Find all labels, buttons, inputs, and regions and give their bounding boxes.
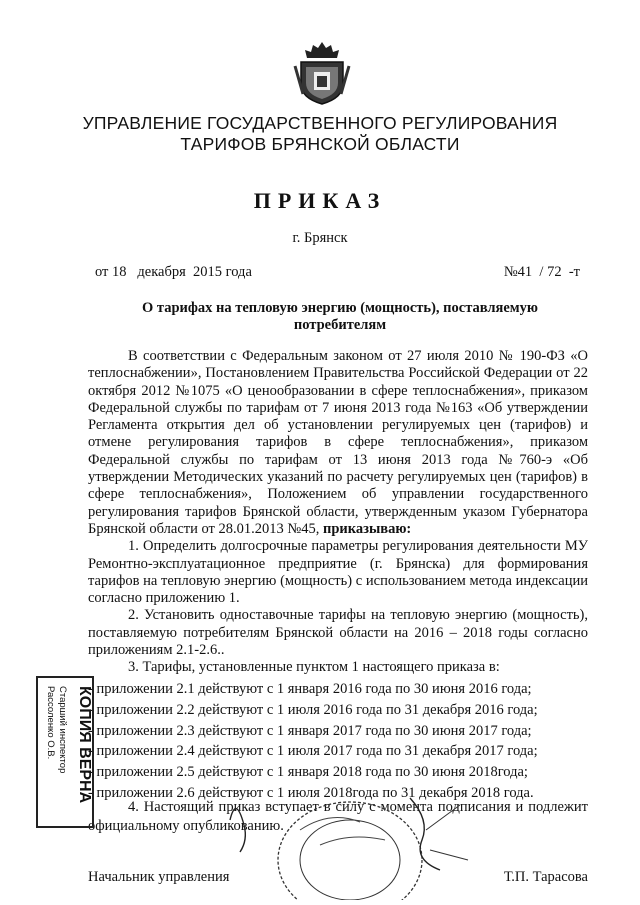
- item-1: 1. Определить долгосрочные параметры регулирования деятельности МУ Ремонтно-эксплуатационное предприятие (г. Брянска) для формирования тарифов на тепловую энергию (мощность) с использованием метода индексации согласно приложению 1.: [88, 538, 588, 607]
- item-2: 2. Установить одноставочные тарифы на тепловую энергию (мощность), поставляемую потребителям Брянской области на 2016 – 2018 годы согласно приложениям 2.1-2.6..: [88, 607, 588, 659]
- item-3: 3. Тарифы, установленные пунктом 1 настоящего приказа в:: [128, 659, 500, 676]
- period-item: - приложении 2.4 действуют с 1 июля 2017 года по 31 декабря 2017 года;: [88, 743, 538, 760]
- coat-of-arms-icon: [293, 40, 351, 106]
- tariff-periods-list: [88, 679, 588, 804]
- document-title: ПРИКАЗ: [253, 188, 387, 213]
- copy-verified-stamp: [36, 676, 94, 828]
- period-item: - приложении 2.2 действуют с 1 июля 2016 года по 31 декабря 2016 года;: [88, 701, 538, 718]
- order-body: [88, 348, 588, 677]
- item-4: 4. Настоящий приказ вступает в силу с момента подписания и подлежит официальному опубликованию.: [88, 799, 588, 834]
- stamp-copy-main: КОПИЯ ВЕРНА: [76, 686, 93, 804]
- period-item: - приложении 2.5 действуют с 1 января 2018 года по 30 июня 2018года;: [88, 764, 528, 781]
- order-subject: О тарифах на тепловую энергию (мощность), поставляемую потребителям: [141, 300, 539, 333]
- signatory-name: Т.П. Тарасова: [503, 869, 588, 885]
- period-item: - приложении 2.3 действуют с 1 января 2017 года по 30 июня 2017 года;: [88, 722, 532, 739]
- organization-name-line1: УПРАВЛЕНИЕ ГОСУДАРСТВЕННОГО РЕГУЛИРОВАНИЯ: [82, 113, 558, 133]
- period-item: - приложении 2.1 действуют с 1 января 2016 года по 30 июня 2016 года;: [88, 681, 532, 697]
- order-number: №41 / 72 -т: [503, 264, 580, 280]
- order-date: от 18 декабря 2015 года: [95, 264, 252, 280]
- preamble: [88, 348, 588, 538]
- signatory-role: Начальник управления: [88, 869, 230, 885]
- preamble-text: В соответствии с Федеральным законом от 27 июля 2010 № 190-ФЗ «О теплоснабжении», Постановлением Правительства Российской Федерации от 22 октября 2012 №1075 «О ценообразовании в сфере теплоснабжения», приказом Федеральной службы по тарифам от 7 июня 2013 года №163 «Об утверждении Регламента открытия дел об установлении регулируемых цен (тарифов) и отмене регулирования тарифов в сфере теплоснабжения», приказом Федеральной службы по тарифам от 13 июня 2013 года №760-э «Об утверждении Методических указаний по расчету регулируемых цен (тарифов) в сфере теплоснабжения», Положением об управлении государственного регулирования тарифов Брянской области, утвержденным указом Губернатора Брянской области от 28.01.2013 №45,: [88, 348, 588, 537]
- period-item: - приложении 2.6 действуют с 1 июля 2018года по 31 декабря 2018 года.: [88, 784, 534, 801]
- stamp-copy-person: Рассоленко О.В.: [45, 686, 56, 760]
- stamp-copy-role: Старший инспектор: [57, 686, 68, 774]
- city: г. Брянск: [292, 230, 348, 246]
- official-seal-stamp: [200, 790, 490, 900]
- preamble-emphasis: приказываю:: [322, 520, 412, 537]
- organization-name-line2: ТАРИФОВ БРЯНСКОЙ ОБЛАСТИ: [180, 134, 460, 154]
